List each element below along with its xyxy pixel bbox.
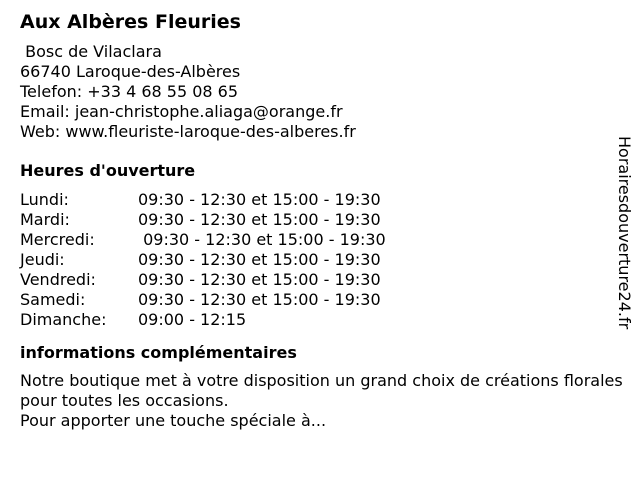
address-city: 66740 Laroque-des-Albères bbox=[20, 62, 241, 81]
phone-line: Telefon: +33 4 68 55 08 65 bbox=[20, 82, 239, 101]
hours-row bbox=[20, 270, 386, 290]
business-card bbox=[20, 10, 623, 431]
side-brand-watermark: Horairesdouverture24.fr bbox=[615, 136, 634, 330]
hours-day: Mercredi: bbox=[20, 230, 95, 249]
hours-row bbox=[20, 310, 386, 330]
hours-row bbox=[20, 250, 386, 270]
info-paragraph-teaser: Pour apporter une touche spéciale à... bbox=[20, 411, 327, 430]
hours-heading: Heures d'ouverture bbox=[20, 161, 196, 180]
web-line: Web: www.fleuriste-laroque-des-alberes.fr bbox=[20, 122, 356, 141]
hours-times: 09:30 - 12:30 et 15:00 - 19:30 bbox=[138, 210, 381, 229]
hours-row bbox=[20, 290, 386, 310]
info-heading: informations complémentaires bbox=[20, 343, 297, 362]
hours-times: 09:30 - 12:30 et 15:00 - 19:30 bbox=[138, 230, 386, 249]
hours-row bbox=[20, 230, 386, 250]
address-street: Bosc de Vilaclara bbox=[20, 42, 162, 61]
hours-day: Dimanche: bbox=[20, 310, 107, 329]
hours-day: Samedi: bbox=[20, 290, 86, 309]
hours-day: Mardi: bbox=[20, 210, 70, 229]
hours-times: 09:30 - 12:30 et 15:00 - 19:30 bbox=[138, 290, 381, 309]
hours-row bbox=[20, 190, 386, 210]
hours-times: 09:30 - 12:30 et 15:00 - 19:30 bbox=[138, 190, 381, 209]
email-line: Email: jean-christophe.aliaga@orange.fr bbox=[20, 102, 343, 121]
business-name: Aux Albères Fleuries bbox=[20, 11, 241, 33]
hours-times: 09:30 - 12:30 et 15:00 - 19:30 bbox=[138, 250, 381, 269]
hours-table bbox=[20, 190, 386, 330]
hours-times: 09:00 - 12:15 bbox=[138, 310, 247, 329]
info-text bbox=[20, 371, 632, 431]
hours-day: Vendredi: bbox=[20, 270, 96, 289]
address-block bbox=[20, 42, 620, 142]
hours-day: Lundi: bbox=[20, 190, 69, 209]
hours-day: Jeudi: bbox=[20, 250, 65, 269]
hours-times: 09:30 - 12:30 et 15:00 - 19:30 bbox=[138, 270, 381, 289]
hours-row bbox=[20, 210, 386, 230]
info-paragraph: Notre boutique met à votre disposition un grand choix de créations florales pour toutes les occasions. bbox=[20, 371, 623, 410]
